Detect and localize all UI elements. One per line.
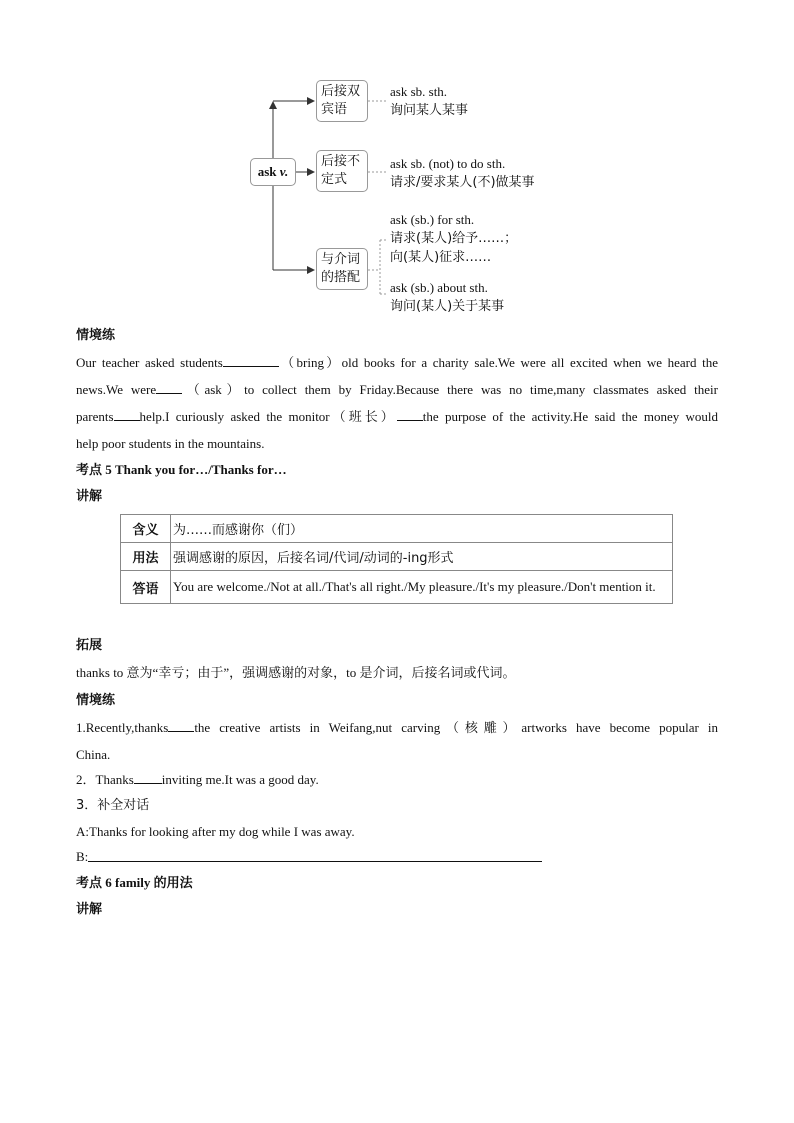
heading-suffix: 的用法 xyxy=(153,876,193,891)
diagram-line: ask sb. (not) to do sth. xyxy=(390,156,506,171)
extend-text: thanks to 意为“幸亏；由于”，强调感谢的对象，to 是介词，后接名词或代词。 xyxy=(76,665,516,680)
branch-text-infinitive xyxy=(390,154,535,192)
explain-heading: 讲解 xyxy=(76,902,103,917)
branch-label-line2: 定式 xyxy=(321,172,348,187)
text: the creative artists in Weifang,nut carving（核雕）artworks have become popular in xyxy=(194,720,718,735)
extend-heading: 拓展 xyxy=(76,638,103,653)
branch-label-line1: 后接不 xyxy=(321,154,361,169)
table-value: 强调感谢的原因，后接名词/代词/动词的-ing形式 xyxy=(171,543,673,571)
table-head: 答语 xyxy=(121,571,171,604)
branch-node-preposition xyxy=(316,248,368,290)
branch-label-line1: 后接双 xyxy=(321,84,361,99)
diagram-line: ask sb. sth. xyxy=(390,84,448,99)
table-row xyxy=(121,571,673,604)
answer-blank[interactable] xyxy=(134,769,162,784)
answer-blank[interactable] xyxy=(168,717,194,732)
dialog-answer-line[interactable] xyxy=(88,861,542,862)
thank-you-for-table xyxy=(120,514,673,604)
heading-title: 6 family xyxy=(102,875,154,890)
question-3-line: 3．补全对话 xyxy=(76,798,150,813)
answer-blank[interactable] xyxy=(156,379,182,394)
root-pos: v. xyxy=(279,164,289,179)
answer-blank[interactable] xyxy=(114,406,140,421)
diagram-line: 询问(某人)关于某事 xyxy=(390,299,505,314)
text: 2．Thanks xyxy=(76,772,134,787)
dialog-a: A:Thanks for looking after my dog while I was away. xyxy=(76,824,355,839)
branch-text-for xyxy=(390,210,517,267)
text: help.I curiously asked the monitor（班长） xyxy=(139,409,397,424)
branch-node-infinitive xyxy=(316,150,368,192)
question-2-line xyxy=(76,766,718,793)
diagram-line: 请求/要求某人(不)做某事 xyxy=(390,175,535,190)
section-5-heading xyxy=(76,456,718,484)
text: （bring）old books for a charity sale.We were all excited when we heard the xyxy=(278,355,718,370)
practice-line-1 xyxy=(76,349,718,376)
heading-prefix: 考点 xyxy=(76,463,103,478)
root-word: ask xyxy=(257,164,277,179)
table-row xyxy=(121,515,673,543)
diagram-line: ask (sb.) about sth. xyxy=(390,280,488,295)
table-value: You are welcome./Not at all./That's all right./My pleasure./It's my pleasure./Don't mention it. xyxy=(171,571,673,604)
explain-heading: 讲解 xyxy=(76,489,103,504)
text: parents xyxy=(76,409,114,424)
practice-line-3 xyxy=(76,403,718,430)
text: news.We were xyxy=(76,382,157,397)
heading-title: 5 Thank you for…/Thanks for… xyxy=(102,462,287,477)
branch-label-line1: 与介词 xyxy=(321,252,361,267)
practice-line-4: help poor students in the mountains. xyxy=(76,436,265,451)
table-value: 为……而感谢你（们） xyxy=(171,515,673,543)
diagram-line: 询问某人某事 xyxy=(390,103,469,118)
section-6-heading xyxy=(76,869,718,897)
table-row xyxy=(121,543,673,571)
dialog-b: B: xyxy=(76,849,89,864)
text: inviting me.It was a good day. xyxy=(161,772,319,787)
ask-usage-diagram xyxy=(240,70,580,320)
practice-heading: 情境练 xyxy=(76,693,116,708)
practice-line-2 xyxy=(76,376,718,403)
text: 1.Recently,thanks xyxy=(76,720,169,735)
branch-label-line2: 宾语 xyxy=(321,102,348,117)
question-1-line xyxy=(76,714,718,741)
practice-heading: 情境练 xyxy=(76,328,116,343)
answer-blank[interactable] xyxy=(223,352,279,367)
diagram-line: 向(某人)征求…… xyxy=(390,250,492,265)
branch-label-line2: 的搭配 xyxy=(321,270,361,285)
text: the purpose of the activity.He said the money would xyxy=(422,409,718,424)
diagram-line: ask (sb.) for sth. xyxy=(390,212,475,227)
table-head: 用法 xyxy=(121,543,171,571)
text: Our teacher asked students xyxy=(76,355,223,370)
branch-node-double-object xyxy=(316,80,368,122)
diagram-line: 请求(某人)给予……； xyxy=(390,231,518,246)
heading-prefix: 考点 xyxy=(76,876,103,891)
table-head: 含义 xyxy=(121,515,171,543)
branch-text-about xyxy=(390,278,504,316)
answer-blank[interactable] xyxy=(397,406,423,421)
question-1-cont: China. xyxy=(76,747,111,762)
branch-text-double-object xyxy=(390,82,468,120)
diagram-root-ask xyxy=(250,158,296,186)
text: （ask）to collect them by Friday.Because there was no time,many classmates asked their xyxy=(182,382,718,397)
